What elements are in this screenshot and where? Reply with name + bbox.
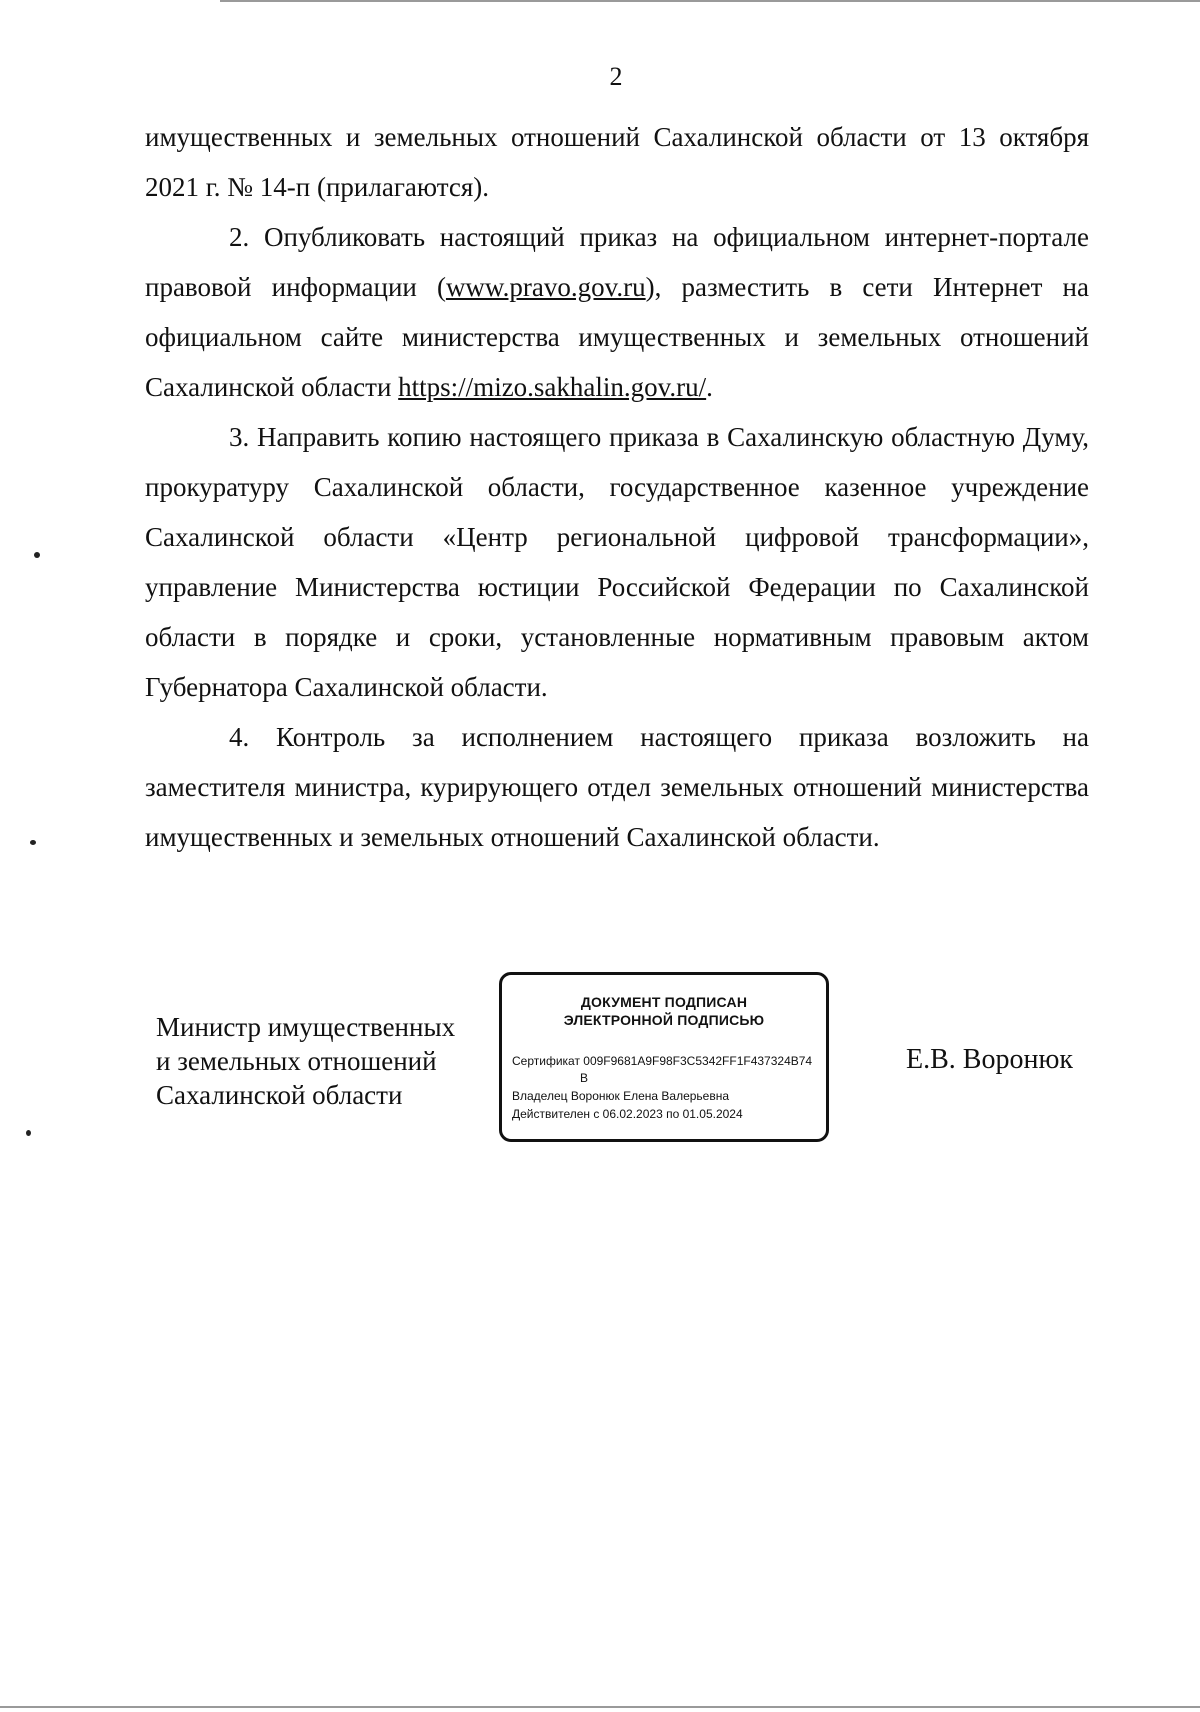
- link-pravo[interactable]: www.pravo.gov.ru: [445, 272, 646, 302]
- scan-top-rule: [220, 0, 1200, 2]
- scan-speck: [34, 552, 40, 558]
- signatory-title-line-2: и земельных отношений: [156, 1046, 437, 1076]
- signatory-title-line-1: Министр имущественных: [156, 1012, 456, 1042]
- stamp-title-line-1: ДОКУМЕНТ ПОДПИСАН: [580, 994, 748, 1010]
- signatory-title-line-3: Сахалинской области: [156, 1080, 403, 1110]
- signer-name: Е.В. Воронюк: [906, 1044, 1073, 1075]
- paragraph-1: имущественных и земельных отношений Сахалинской области от 13 октября 2021 г. № 14-п (прилагаются).: [145, 122, 1089, 202]
- scan-bottom-rule: [0, 1706, 1200, 1708]
- paragraph-3: 3. Направить копию настоящего приказа в Сахалинскую областную Думу, прокуратуру Сахалинской области, государственное казенное учреждение Сахалинской области «Центр региональной цифровой трансформации», управление Министерства юстиции Российской Федерации по Сахалинской области в порядке и сроки, установленные нормативным правовым актом Губернатора Сахалинской области.: [145, 422, 1089, 702]
- document-body: [145, 112, 1089, 862]
- stamp-certificate: Сертификат 009F9681A9F98F3C5342FF1F437324B74: [512, 1054, 813, 1068]
- link-mizo[interactable]: https://mizo.sakhalin.gov.ru/: [398, 372, 707, 402]
- page-number: 2: [609, 62, 623, 91]
- scan-speck: [30, 840, 36, 845]
- stamp-title: [502, 993, 826, 1029]
- stamp-owner: Владелец Воронюк Елена Валерьевна: [512, 1089, 730, 1103]
- stamp-certificate-continued: B: [580, 1071, 589, 1085]
- electronic-signature-stamp: [499, 972, 829, 1142]
- paragraph-2-text-a: 2. Опубликовать настоящий приказ на официальном интернет-портале правовой информации (: [145, 222, 1089, 302]
- scan-speck: [26, 1130, 31, 1136]
- stamp-title-line-2: ЭЛЕКТРОННОЙ ПОДПИСЬЮ: [563, 1012, 765, 1028]
- paragraph-2: [145, 212, 1089, 412]
- stamp-validity: Действителен с 06.02.2023 по 01.05.2024: [512, 1107, 743, 1121]
- signatory-title: [156, 1010, 455, 1112]
- paragraph-4: 4. Контроль за исполнением настоящего приказа возложить на заместителя министра, курирующего отдел земельных отношений министерства имущественных и земельных отношений Сахалинской области.: [145, 722, 1089, 852]
- paragraph-2-text-b: ), разместить в сети Интернет на официальном сайте министерства имущественных и земельных отношений Сахалинской области: [145, 272, 1089, 402]
- paragraph-2-text-c: .: [706, 372, 713, 402]
